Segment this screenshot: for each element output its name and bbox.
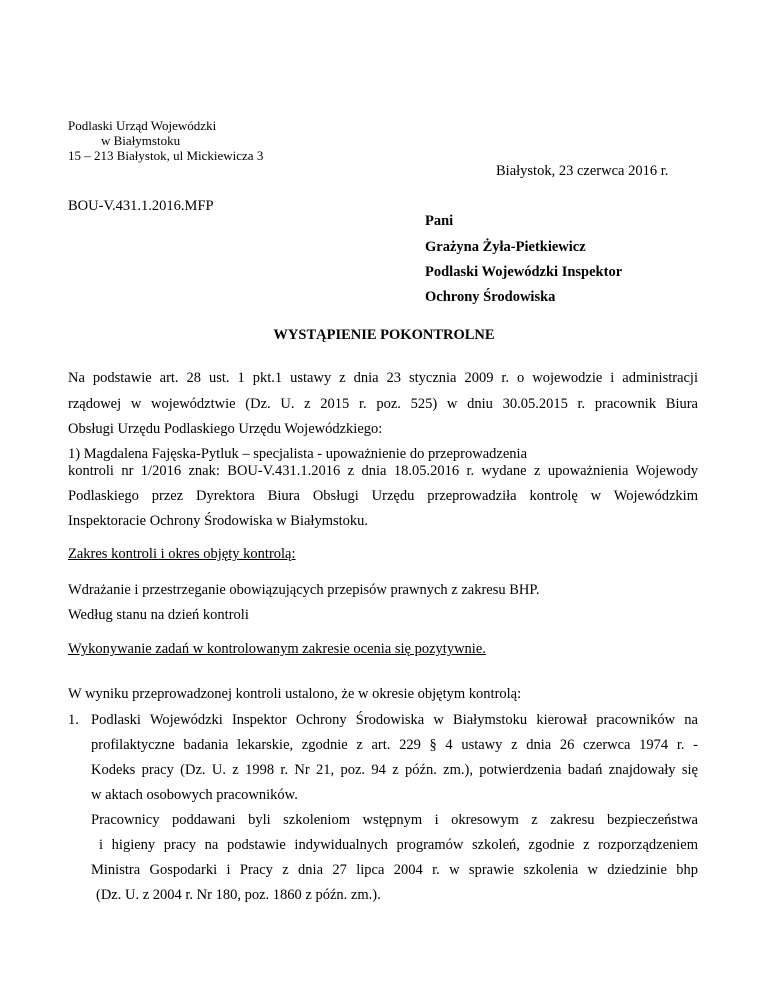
scope-heading: Zakres kontroli i okres objęty kontrolą: <box>68 546 296 562</box>
finding-line: Kodeks pracy (Dz. U. z 1998 r. Nr 21, poz. 94 z późn. zm.), potwierdzenia badań znajdowały się <box>91 762 698 778</box>
assessment-statement: Wykonywanie zadań w kontrolowanym zakresie ocenia się pozytywnie. <box>68 641 486 657</box>
finding-line: (Dz. U. z 2004 r. Nr 180, poz. 1860 z późn. zm.). <box>96 887 381 903</box>
finding-line: i higieny pracy na podstawie indywidualnych programów szkoleń, zgodnie z rozporządzeniem <box>99 837 698 853</box>
finding-number: 1. <box>68 712 79 728</box>
recipient-name: Grażyna Żyła-Pietkiewicz <box>425 239 586 255</box>
scope-line: Według stanu na dzień kontroli <box>68 607 249 623</box>
finding-line: Ministra Gospodarki i Pracy z dnia 27 lipca 2004 r. w sprawie szkolenia w dziedzinie bhp <box>91 862 698 878</box>
intro-line: kontroli nr 1/2016 znak: BOU-V.431.1.2016 z dnia 18.05.2016 r. wydane z upoważnienia Wojewody <box>68 463 698 479</box>
finding-line: profilaktyczne badania lekarskie, zgodnie z art. 229 § 4 ustawy z dnia 26 czerwca 1974 r. - <box>91 737 698 753</box>
recipient-title: Podlaski Wojewódzki Inspektor <box>425 264 623 280</box>
intro-line: Podlaskiego przez Dyrektora Biura Obsługi Urzędu przeprowadziła kontrolę w Wojewódzkim <box>68 488 698 504</box>
reference-number: BOU-V.431.1.2016.MFP <box>68 198 214 214</box>
intro-line: Na podstawie art. 28 ust. 1 pkt.1 ustawy z dnia 23 stycznia 2009 r. o wojewodzie i administracji <box>68 370 698 386</box>
intro-line: Obsługi Urzędu Podlaskiego Urzędu Wojewódzkiego: <box>68 421 383 437</box>
intro-line: Inspektoracie Ochrony Środowiska w Białymstoku. <box>68 513 369 529</box>
recipient-title-cont: Ochrony Środowiska <box>425 289 556 305</box>
document-title: WYSTĄPIENIE POKONTROLNE <box>273 327 495 343</box>
intro-line: 1) Magdalena Fajęska-Pytluk – specjalista - upoważnienie do przeprowadzenia <box>68 446 528 462</box>
finding-line: w aktach osobowych pracowników. <box>91 787 298 803</box>
finding-line: Pracownicy poddawani byli szkoleniom wstępnym i okresowym z zakresu bezpieczeństwa <box>91 812 698 828</box>
finding-line: Podlaski Wojewódzki Inspektor Ochrony Środowiska w Białymstoku kierował pracowników na <box>91 712 698 728</box>
letter-date: Białystok, 23 czerwca 2016 r. <box>496 163 669 179</box>
recipient-salutation: Pani <box>425 213 454 229</box>
sender-city: w Białymstoku <box>101 133 181 148</box>
intro-line: rządowej w województwie (Dz. U. z 2015 r. poz. 525) w dniu 30.05.2015 r. pracownik Biura <box>68 396 698 412</box>
sender-name: Podlaski Urząd Wojewódzki <box>68 118 217 133</box>
scope-line: Wdrażanie i przestrzeganie obowiązujących przepisów prawnych z zakresu BHP. <box>68 582 540 598</box>
sender-address: 15 – 213 Białystok, ul Mickiewicza 3 <box>68 148 264 163</box>
findings-lead: W wyniku przeprowadzonej kontroli ustalono, że w okresie objętym kontrolą: <box>68 686 522 702</box>
